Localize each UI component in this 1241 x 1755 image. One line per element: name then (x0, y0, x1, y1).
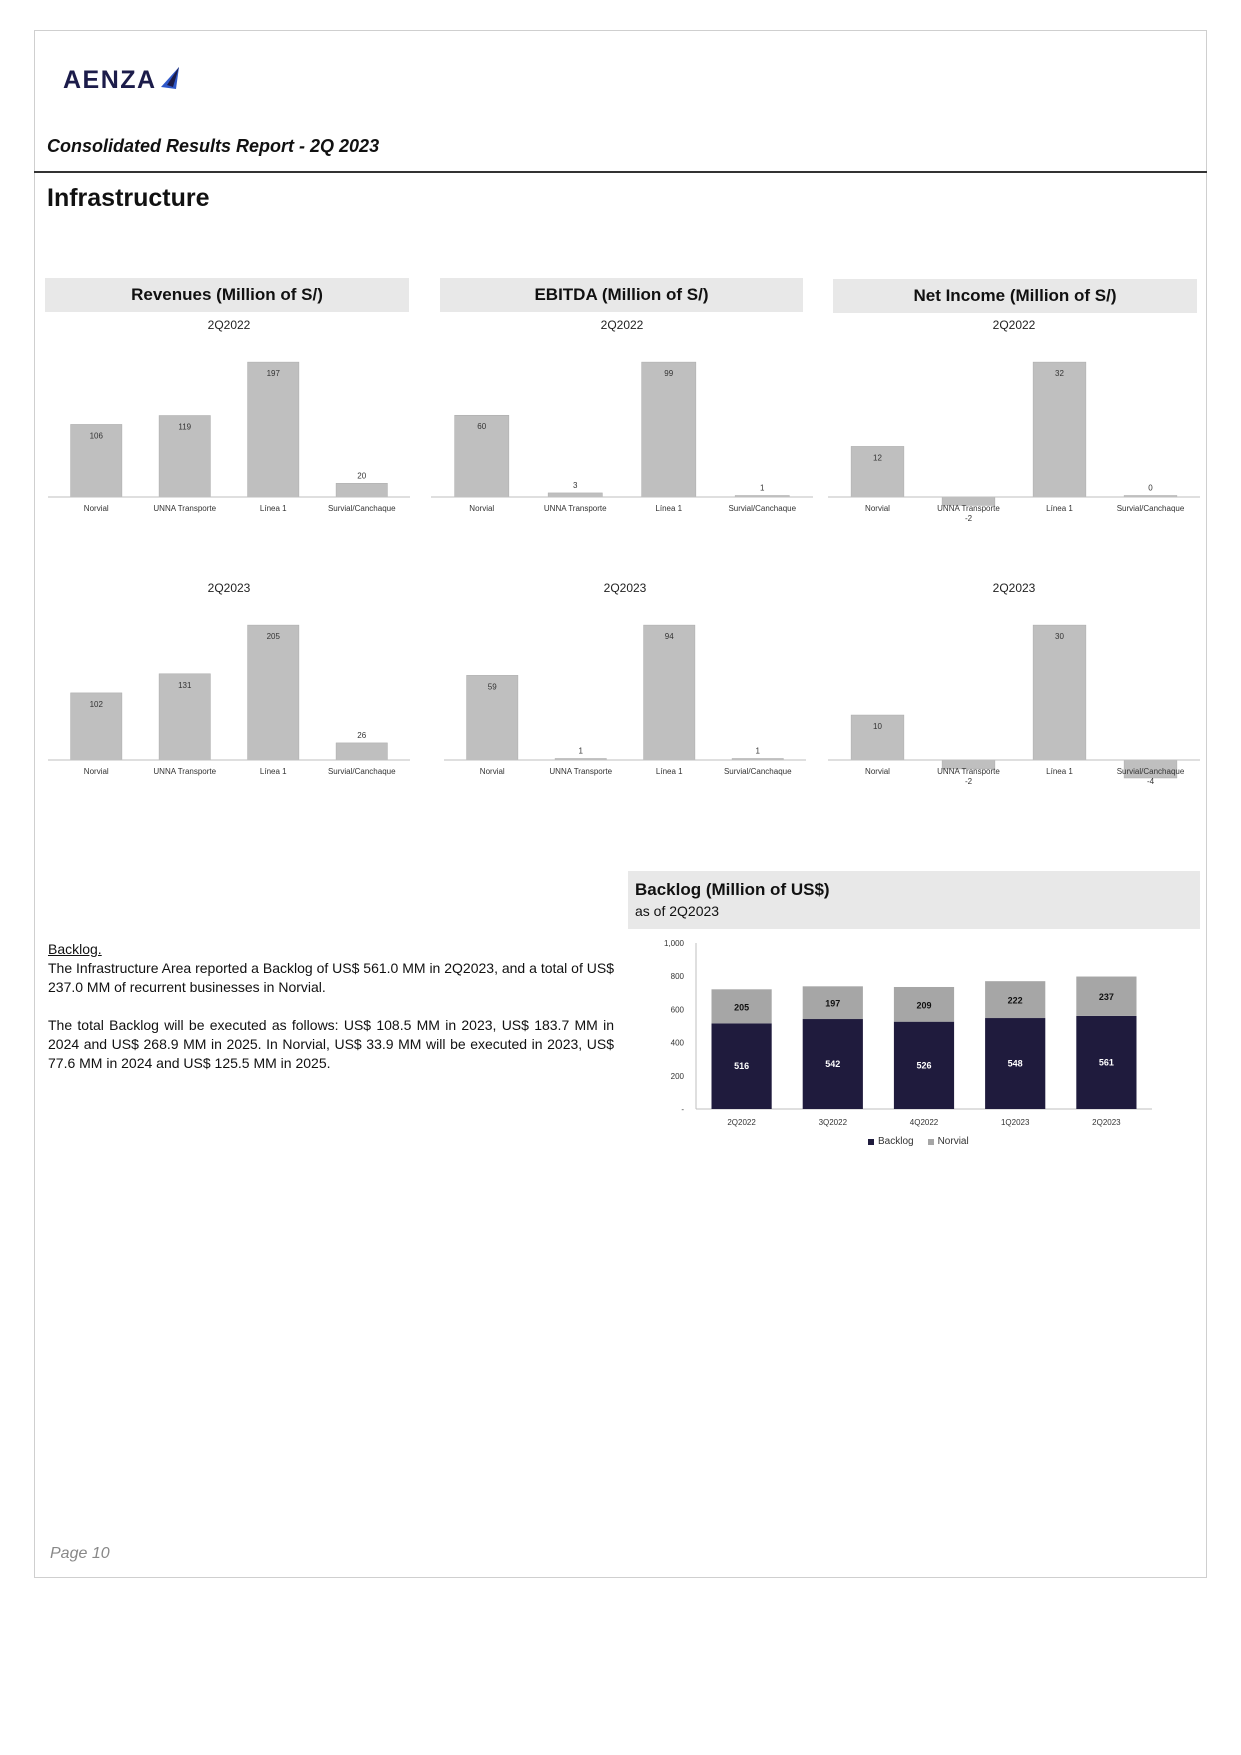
ebitda-2q2022-chart (427, 315, 817, 530)
data-label-backlog: 526 (916, 1060, 932, 1071)
x-tick-label: UNNA Transporte (937, 767, 1000, 776)
x-tick-label: Survial/Canchaque (1116, 504, 1185, 513)
data-label-backlog: 548 (1007, 1058, 1023, 1069)
x-tick-label: 2Q2022 (727, 1118, 756, 1127)
data-label-norvial: 222 (1007, 995, 1023, 1006)
x-tick-label: Línea 1 (655, 504, 683, 513)
data-label-backlog: 542 (825, 1059, 841, 1070)
x-tick-label: Survial/Canchaque (1116, 767, 1185, 776)
data-label: 99 (664, 369, 674, 379)
title-divider (34, 171, 1207, 173)
ebitda-header: EBITDA (Million of S/) (440, 278, 803, 312)
x-tick-label: Línea 1 (259, 767, 287, 776)
x-tick-label: Survial/Canchaque (723, 767, 792, 776)
bar (1033, 625, 1086, 760)
backlog-text (48, 940, 614, 1073)
y-tick-label: - (681, 1105, 684, 1114)
data-label-norvial: 209 (916, 1000, 932, 1011)
bar (336, 483, 387, 497)
x-tick-label: 4Q2022 (909, 1118, 939, 1127)
bar (248, 362, 299, 497)
net-income-2q2023-chart (824, 578, 1204, 793)
y-tick-label: 1,000 (663, 939, 684, 948)
chart-title: 2Q2022 (600, 318, 644, 332)
chart-title: 2Q2022 (207, 318, 251, 332)
data-label-norvial: 205 (734, 1002, 750, 1013)
data-label: 26 (357, 730, 367, 740)
chart-title: 2Q2023 (207, 581, 251, 595)
data-label: 102 (89, 699, 103, 709)
x-tick-label: Norvial (83, 504, 109, 513)
x-tick-label: 1Q2023 (1000, 1118, 1030, 1127)
x-tick-label: Línea 1 (655, 767, 683, 776)
x-tick-label: 2Q2023 (1092, 1118, 1121, 1127)
chart-title: 2Q2023 (603, 581, 647, 595)
data-label: 3 (573, 480, 578, 490)
backlog-stacked-chart (640, 935, 1160, 1135)
chart-title: 2Q2022 (992, 318, 1036, 332)
page-frame (34, 30, 1207, 1578)
x-tick-label: Norvial (479, 767, 505, 776)
data-label: 60 (477, 422, 487, 432)
data-label: 0 (1148, 483, 1153, 493)
data-label: 119 (178, 422, 192, 432)
data-label: 1 (760, 483, 765, 493)
y-tick-label: 200 (670, 1071, 684, 1081)
backlog-header (628, 871, 1200, 929)
data-label: 10 (873, 722, 882, 732)
backlog-heading: Backlog. (48, 941, 102, 957)
legend-swatch-backlog (868, 1139, 874, 1145)
data-label: -2 (964, 514, 973, 523)
x-tick-label: Norvial (83, 767, 109, 776)
ebitda-2q2023-chart (440, 578, 810, 793)
x-tick-label: UNNA Transporte (549, 767, 613, 776)
data-label-backlog: 516 (734, 1061, 750, 1072)
y-tick-label: 600 (670, 1005, 684, 1015)
data-label: 106 (89, 431, 103, 441)
data-label-norvial: 197 (825, 998, 841, 1009)
x-tick-label: UNNA Transporte (937, 504, 1000, 513)
data-label: 197 (266, 369, 280, 379)
data-label: 59 (487, 682, 497, 692)
bar (642, 362, 696, 497)
backlog-paragraph-2: The total Backlog will be executed as follows: US$ 108.5 MM in 2023, US$ 183.7 MM in 2024 and US$ 268.9 MM in 2025. In Norvial, US$ 33.9 MM will be executed in 2023, US$ 77.6 MM in 2024 and US$ 125.5 MM in 2025. (48, 1017, 614, 1071)
data-label: 1 (578, 746, 583, 756)
bar (548, 493, 602, 497)
backlog-legend (868, 1136, 969, 1147)
bar (644, 625, 695, 760)
company-logo (63, 66, 181, 95)
data-label: 131 (178, 680, 192, 690)
x-tick-label: Norvial (865, 504, 890, 513)
bar (1033, 362, 1086, 497)
x-tick-label: Survial/Canchaque (728, 504, 797, 513)
revenues-2q2022-chart (44, 315, 414, 530)
data-label: -2 (964, 777, 973, 786)
data-label-norvial: 237 (1098, 992, 1114, 1003)
backlog-paragraph-1: The Infrastructure Area reported a Backlog of US$ 561.0 MM in 2Q2023, and a total of US$ 237.0 MM of recurrent businesses in Norvial. (48, 960, 614, 995)
revenues-2q2023-chart (44, 578, 414, 793)
x-tick-label: Survial/Canchaque (327, 504, 396, 513)
y-tick-label: 400 (670, 1038, 684, 1048)
x-tick-label: UNNA Transporte (153, 504, 217, 513)
net-income-header: Net Income (Million of S/) (833, 279, 1197, 313)
legend-label-backlog: Backlog (878, 1136, 914, 1147)
data-label-backlog: 561 (1098, 1057, 1114, 1068)
x-tick-label: Línea 1 (1046, 767, 1073, 776)
data-label: -4 (1146, 777, 1155, 786)
data-label: 32 (1055, 369, 1064, 379)
data-label: 1 (755, 746, 760, 756)
x-tick-label: Survial/Canchaque (327, 767, 396, 776)
data-label: 30 (1055, 632, 1064, 642)
data-label: 12 (873, 453, 882, 463)
x-tick-label: 3Q2022 (818, 1118, 848, 1127)
logo-text: AENZA (63, 66, 157, 94)
x-tick-label: Línea 1 (1046, 504, 1073, 513)
page-number: Page 10 (50, 1545, 110, 1562)
data-label: 94 (664, 632, 674, 642)
legend-label-norvial: Norvial (937, 1136, 969, 1147)
section-title: Infrastructure (47, 184, 210, 212)
backlog-chart-subtitle: as of 2Q2023 (635, 903, 720, 919)
data-label: 205 (266, 632, 280, 642)
backlog-chart-title: Backlog (Million of US$) (635, 880, 830, 899)
data-label: 20 (357, 471, 367, 481)
bar (248, 625, 299, 760)
x-tick-label: UNNA Transporte (543, 504, 607, 513)
legend-swatch-norvial (928, 1139, 934, 1145)
x-tick-label: Línea 1 (259, 504, 287, 513)
revenues-header: Revenues (Million of S/) (45, 278, 409, 312)
chart-title: 2Q2023 (992, 581, 1036, 595)
bar (336, 743, 387, 760)
x-tick-label: Norvial (865, 767, 890, 776)
report-title: Consolidated Results Report - 2Q 2023 (47, 136, 380, 156)
y-tick-label: 800 (670, 972, 684, 982)
x-tick-label: Norvial (469, 504, 495, 513)
x-tick-label: UNNA Transporte (153, 767, 217, 776)
net-income-2q2022-chart (824, 315, 1204, 530)
logo-mark-icon (159, 65, 181, 91)
